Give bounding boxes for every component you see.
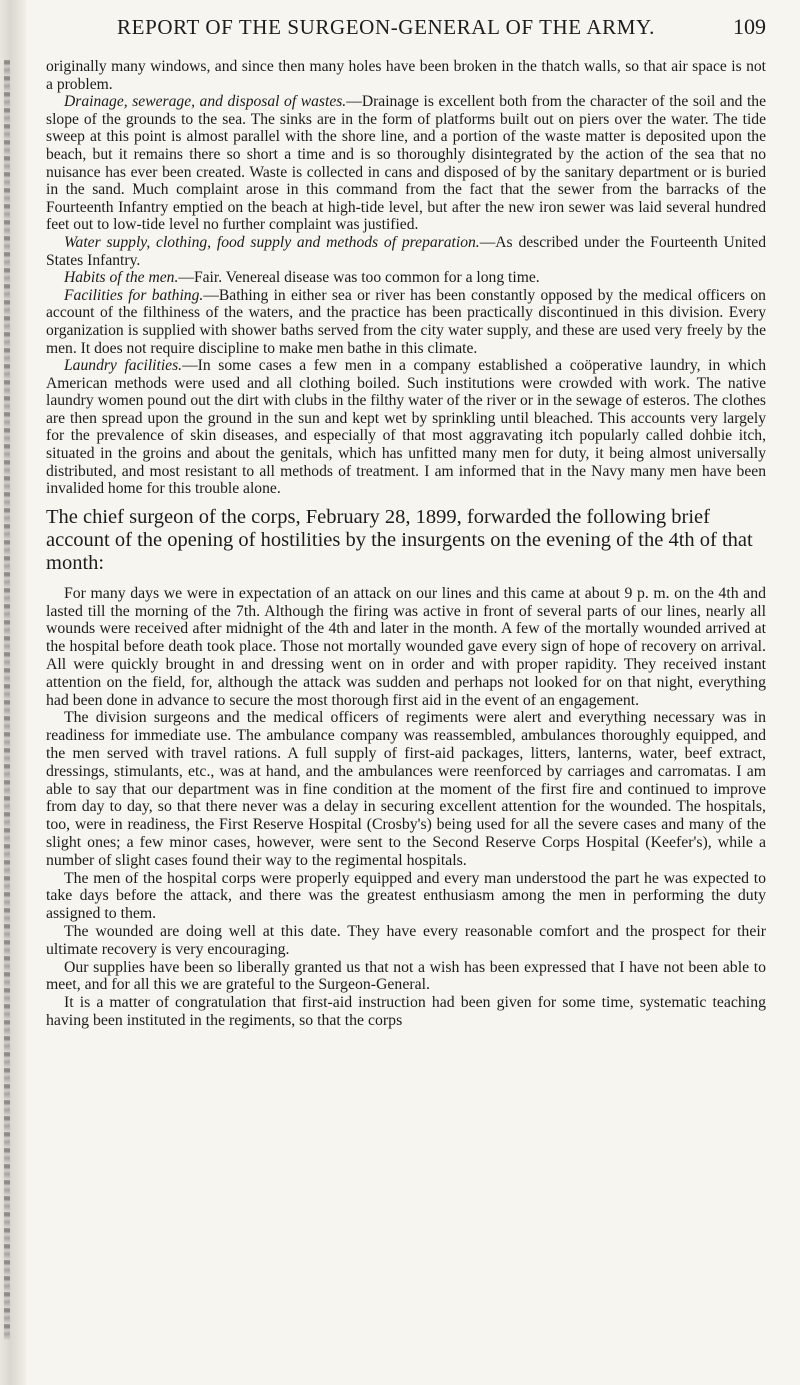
paragraph-habits (46, 269, 766, 287)
quoted-paragraph: The wounded are doing well at this date. They have every reasonable comfort and the prospect for their ultimate recovery is very encouraging. (46, 922, 766, 958)
paragraph-lead: Water supply, clothing, food supply and methods of preparation. (64, 233, 480, 251)
quoted-paragraph: It is a matter of congratulation that first-aid instruction had been given for some time, systematic teaching having been instituted in the regiments, so that the corps (46, 994, 766, 1029)
quoted-paragraph: Our supplies have been so liberally granted us that not a wish has been expressed that I have not been able to meet, and for all this we are grateful to the Surgeon-General. (46, 958, 766, 994)
paragraph-text: —Bathing in either sea or river has been constantly opposed by the medical officers on account of the filthiness of the waters, and the practice has been practically discontinued in this division. Every organization is supplied with shower baths served from the city water supply, and these are used very freely by the men. It does not require discipline to make men bathe in this climate. (46, 286, 766, 357)
paragraph-water-supply (46, 234, 766, 269)
paragraph-drainage (46, 93, 766, 234)
document-page (46, 14, 766, 1030)
paragraph-laundry (46, 357, 766, 498)
paragraph-text: —In some cases a few men in a company established a coöperative laundry, in which American methods were used and all clothing boiled. Such institutions were crowded with work. The native laundry women pound out the dirt with clubs in the filthy water of the river or in the sewage of esteros. The clothes are then spread upon the ground in the sun and kept wet by sprinkling until bleached. This accounts very largely for the prevalence of skin diseases, and especially of that most aggravating itch popularly called dohbie itch, situated in the groins and about the genitals, which has unfitted many men for duty, it being almost universally distributed, and most resistant to all methods of treatment. I am informed that in the Navy many men have been invalided home for this trouble alone. (46, 357, 766, 498)
quoted-paragraph: The division surgeons and the medical officers of regiments were alert and everything necessary was in readiness for immediate use. The ambulance company was reassembled, ambulances thoroughly equipped, and the men served with travel rations. A full supply of first-aid packages, litters, lanterns, water, beef extract, dressings, stimulants, etc., was at hand, and the ambulances were reenforced by carriages and carromatas. I am able to say that our department was in fine condition at the moment of the first fire and continued to improve from day to day, so that there never was a delay in securing excellent attention for the wounded. The hospitals, too, were in readiness, the First Reserve Hospital (Crosby's) being used for all the severe cases and many of the slight ones; a few minor cases, however, were sent to the Second Reserve Corps Hospital (Keefer's), while a number of slight cases found their way to the regimental hospitals. (46, 709, 766, 869)
page-header (46, 14, 766, 58)
paragraph-text: originally many windows, and since then many holes have been broken in the thatch walls, so that air space is not a problem. (46, 58, 766, 93)
paragraph-bathing (46, 287, 766, 357)
page-number: 109 (733, 14, 766, 39)
quoted-paragraph: For many days we were in expectation of an attack on our lines and this came at about 9 p. m. on the 4th and lasted till the morning of the 7th. Although the firing was active in front of several parts of our lines, nearly all wounds were received after midnight of the 4th and later in the month. A few of the mortally wounded arrived at the hospital before death took place. Those not mortally wounded gave every sign of hope of recovery on arrival. All were quickly brought in and dressing went on in order and with proper rapidity. They received instant attention on the field, for, although the attack was sudden and perhaps not looked for on that night, everything had been done in advance to secure the most thorough first aid in the event of an engagement. (46, 584, 766, 709)
running-head: REPORT OF THE SURGEON-GENERAL OF THE ARMY. (117, 15, 655, 39)
paragraph-lead: Drainage, sewerage, and disposal of wastes. (64, 93, 347, 111)
paragraph-text: —Fair. Venereal disease was too common for a long time. (178, 269, 540, 287)
body-text (46, 58, 766, 498)
section-intro: The chief surgeon of the corps, February 28, 1899, forwarded the following brief account of the opening of hostilities by the insurgents on the evening of the 4th of that month: (46, 505, 753, 574)
book-binding-edge (0, 0, 26, 1385)
paragraph-lead: Laundry facilities. (64, 357, 183, 375)
paragraph-intro (46, 58, 766, 93)
paragraph-text: —Drainage is excellent both from the character of the soil and the slope of the grounds to the sea. The sinks are in the form of platforms built out on piers over the water. The tide sweep at this point is almost parallel with the shore line, and a portion of the waste matter is deposited upon the beach, but it remains there so short a time and is so thoroughly disintegrated by the action of the sea that no nuisance has ever been created. Waste is collected in cans and disposed of by the sanitary department or is buried in the sand. Much complaint arose in this command from the fact that the sewer from the barracks of the Fourteenth Infantry emptied on the beach at high-tide level, but after the new iron sewer was laid several hundred feet out to low-tide level no further complaint was justified. (46, 93, 767, 234)
paragraph-text: —As described under the Fourteenth United States Infantry. (46, 233, 766, 269)
quoted-report (46, 585, 766, 1030)
paragraph-lead: Facilities for bathing. (64, 286, 204, 304)
quoted-paragraph: The men of the hospital corps were properly equipped and every man understood the part he was expected to take days before the attack, and there was the greatest enthusiasm among the men in performing the duty assigned to them. (46, 869, 766, 923)
paragraph-lead: Habits of the men. (64, 269, 179, 287)
